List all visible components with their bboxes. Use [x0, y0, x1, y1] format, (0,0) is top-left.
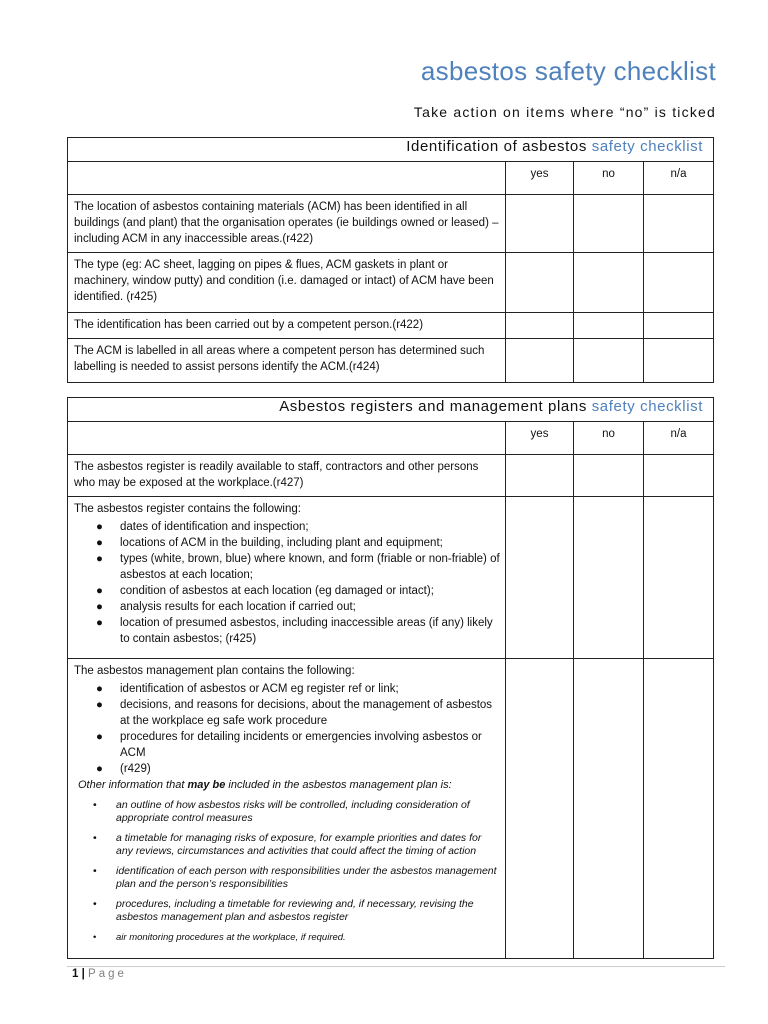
section-heading-accent: safety checklist [591, 398, 704, 415]
bullet-icon: ● [96, 553, 103, 565]
other-information-intro: Other information that may be included in the asbestos management plan is: [78, 779, 452, 791]
list-item: • an outline of how asbestos risks will be controlled, including consideration of appropriate control measures [93, 799, 470, 824]
answer-yes-cell[interactable] [506, 659, 574, 959]
answer-yes-cell[interactable] [506, 253, 574, 313]
column-header-no: no [574, 162, 644, 195]
list-item: ● types (white, brown, blue) where known, and form (friable or non-friable) of asbestos at each location; [96, 553, 500, 581]
page-footer [72, 968, 127, 980]
answer-yes-cell[interactable] [506, 455, 574, 497]
answer-na-cell[interactable] [644, 339, 714, 383]
list-item: ● decisions, and reasons for decisions, about the management of asbestos at the workplace eg safe work procedure [96, 699, 493, 727]
column-header-na: n/a [644, 422, 714, 455]
section-heading-main: Identification of asbestos [406, 138, 587, 155]
answer-na-cell[interactable] [644, 659, 714, 959]
list-item: • air monitoring procedures at the workplace, if required. [93, 932, 346, 943]
bullet-icon: ● [96, 537, 103, 549]
column-header-na: n/a [644, 162, 714, 195]
section-heading-accent: safety checklist [591, 138, 704, 155]
answer-na-cell[interactable] [644, 195, 714, 253]
checklist-item: The location of asbestos containing materials (ACM) has been identified in all buildings (and plant) that the organisation operates (ie buildings owned or leased) – including ACM in any inaccessible areas.(r422) [68, 195, 506, 253]
bullet-icon: ● [96, 763, 103, 775]
bullet-icon: ● [96, 601, 103, 613]
answer-no-cell[interactable] [574, 253, 644, 313]
register-contents-intro: The asbestos register contains the following: [74, 503, 301, 515]
section-heading [68, 398, 714, 422]
bullet-icon: • [93, 932, 97, 943]
bullet-icon: • [93, 898, 97, 910]
list-item: ● identification of asbestos or ACM eg register ref or link; [96, 683, 399, 695]
bullet-icon: • [93, 799, 97, 811]
checklist-item: The asbestos register is readily available to staff, contractors and other persons who may be exposed at the workplace.(r427) [68, 455, 506, 497]
list-item: ● location of presumed asbestos, including inaccessible areas (if any) likely to contain asbestos; (r425) [96, 617, 493, 645]
bullet-icon: ● [96, 683, 103, 695]
footer-separator: | [81, 968, 85, 980]
list-item: ● condition of asbestos at each location (eg damaged or intact); [96, 585, 434, 597]
question-column-header [68, 162, 506, 195]
question-column-header [68, 422, 506, 455]
list-item: • procedures, including a timetable for reviewing and, if necessary, revising the asbestos management plan and asbestos register [93, 898, 474, 923]
bullet-icon: • [93, 832, 97, 844]
list-item: ● dates of identification and inspection; [96, 521, 309, 533]
bullet-icon: ● [96, 617, 103, 629]
register-contents-list [74, 519, 501, 647]
column-header-no: no [574, 422, 644, 455]
page-title: asbestos safety checklist [420, 56, 716, 86]
bullet-icon: • [93, 865, 97, 877]
answer-yes-cell[interactable] [506, 497, 574, 659]
management-plan-intro: The asbestos management plan contains the following: [74, 665, 355, 677]
bullet-icon: ● [96, 585, 103, 597]
page-label: Page [88, 968, 127, 980]
answer-yes-cell[interactable] [506, 339, 574, 383]
answer-na-cell[interactable] [644, 455, 714, 497]
column-header-yes: yes [506, 422, 574, 455]
answer-no-cell[interactable] [574, 497, 644, 659]
answer-na-cell[interactable] [644, 253, 714, 313]
list-item: ● procedures for detailing incidents or emergencies involving asbestos or ACM [96, 731, 482, 759]
management-plan-item [68, 659, 506, 959]
answer-no-cell[interactable] [574, 313, 644, 339]
answer-yes-cell[interactable] [506, 195, 574, 253]
section-heading-main: Asbestos registers and management plans [279, 398, 587, 415]
list-item: ● (r429) [96, 763, 151, 775]
footer-divider [67, 966, 725, 967]
list-item: • a timetable for managing risks of exposure, for example priorities and dates for any reviews, circumstances and activities that could affect the timing of action [93, 832, 482, 857]
column-header-yes: yes [506, 162, 574, 195]
identification-checklist-table [67, 137, 714, 383]
checklist-item: The ACM is labelled in all areas where a competent person has determined such labelling is needed to assist persons identify the ACM.(r424) [68, 339, 506, 383]
answer-no-cell[interactable] [574, 339, 644, 383]
checklist-item: The type (eg: AC sheet, lagging on pipes & flues, ACM gaskets in plant or machinery, window putty) and condition (i.e. damaged or intact) of ACM have been identified. (r425) [68, 253, 506, 313]
answer-na-cell[interactable] [644, 497, 714, 659]
bullet-icon: ● [96, 699, 103, 711]
registers-checklist-table [67, 397, 714, 959]
register-contents-item [68, 497, 506, 659]
other-information-list [74, 799, 501, 944]
bullet-icon: ● [96, 731, 103, 743]
list-item: ● locations of ACM in the building, including plant and equipment; [96, 537, 443, 549]
answer-no-cell[interactable] [574, 455, 644, 497]
bullet-icon: ● [96, 521, 103, 533]
answer-no-cell[interactable] [574, 195, 644, 253]
answer-no-cell[interactable] [574, 659, 644, 959]
page-number: 1 [72, 968, 79, 980]
list-item: ● analysis results for each location if carried out; [96, 601, 356, 613]
checklist-item: The identification has been carried out by a competent person.(r422) [68, 313, 506, 339]
answer-yes-cell[interactable] [506, 313, 574, 339]
page-subtitle: Take action on items where “no” is ticked [413, 104, 716, 120]
answer-na-cell[interactable] [644, 313, 714, 339]
section-heading [68, 138, 714, 162]
management-plan-list [74, 681, 501, 777]
list-item: • identification of each person with responsibilities under the asbestos management plan and the person’s responsibilities [93, 865, 497, 890]
